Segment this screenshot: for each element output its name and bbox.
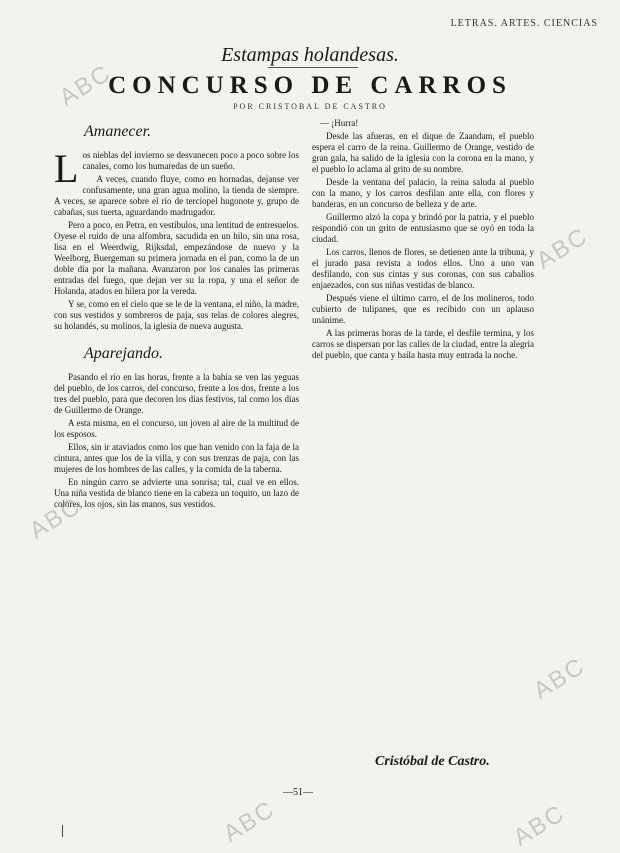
paragraph: A las primeras horas de la tarde, el desfile termina, y los carros se dispersan por las calles de la ciudad, entre la alegría del pueblo, que canta y baila hasta muy entrada la noche. (312, 328, 534, 360)
left-column (54, 118, 299, 512)
abc-watermark: ABC (531, 222, 594, 275)
article-byline: POR CRISTOBAL DE CASTRO (233, 102, 387, 111)
paragraph: Desde la ventana del palacio, la reina saluda al pueblo con la mano, y los carros desfilan ante ella, con flores y banderas, en un concurso de belleza y de arte. (312, 177, 534, 209)
paragraph: En ningún carro se advierte una sonrisa; tal, cual ve en ellos. Una niña vestida de blanco tiene en la cabeza un toquito, un lazo de colores, los ojos, sin las manos, sus vestidos. (54, 477, 299, 509)
section-heading-amanecer: Amanecer. (84, 123, 152, 140)
paragraph: A veces, cuando fluye, como en hornadas, dejanse ver confusamente, una gran agua molino, la tienda de siempre. A veces, se aparece sobre el río de terciopel hugonote y, grupo de cabañas, sus tuerta, aguardando madrugador. (54, 174, 299, 217)
paragraph: — ¡Hurra! (320, 118, 359, 128)
right-column (312, 118, 534, 363)
abc-watermark: ABC (528, 652, 591, 705)
series-underline (268, 67, 358, 68)
paragraph: Pasando el río en las horas, frente a la bahía se ven las yeguas del pueblo, de los carros, del concurso, frente a los dos, frente a los tres del pueblo, para que decoren los días festivos, tal como los días de Guillermo de Orange. (54, 372, 299, 415)
margin-mark (62, 825, 63, 837)
paragraph (54, 146, 299, 191)
abc-watermark: ABC (24, 492, 87, 545)
paragraph: Los carros, llenos de flores, se detienen ante la tribuna, y el jurado pasa revista a todos ellos. Uno a uno van desfilando, con sus cintas y sus coronas, con sus caballos enjaezados, con sus niñas vestidas de blanco. (312, 247, 534, 290)
abc-watermark: ABC (218, 795, 281, 848)
paragraph: Ellos, sin ir ataviados como los que han venido con la faja de la cintura, antes que los de la villa, y con sus trenzas de paja, con las mujeres de los hombres de las calles, y la comida de la taberna. (54, 442, 299, 474)
paragraph: Después viene el último carro, el de los molineros, todo cubierto de tulipanes, que es recibido con un aplauso unánime. (312, 293, 534, 325)
paragraph: Guillermo alzó la copa y brindó por la patria, y el pueblo respondió con un grito de entusiasmo que se oyó en toda la ciudad. (312, 212, 534, 244)
paragraph: Desde las afueras, en el dique de Zaandam, el pueblo espera el carro de la reina. Guillermo de Orange, vestido de gran gala, ha salido de la iglesia con la corona en la mano, y el pueblo lo aclama al grito de su nombre. (312, 131, 534, 174)
paragraph: Pero a poco, en Petra, en vestíbulos, una lentitud de entresuelos. Oyese el ruido de una alfombra, sacudida en un hilo, sin una rosa, lisa en el Weerdwig, Rijksdal, empezándose de nuevo y la Weelborg, Buergeman su primera jornada en el pan, como la de un doble día por la mañana. Avanzaron por los canales las primeras entradas del fuego, que dejan ver su la ropa, y una el señor de Holanda, atados en hilera por la vereda. (54, 220, 299, 296)
abc-watermark: ABC (508, 799, 571, 852)
paragraph: A esta misma, en el concurso, un joven al aire de la multitud de los esposos. (54, 418, 299, 439)
running-head: LETRAS. ARTES. CIENCIAS (450, 18, 598, 29)
drop-cap: L (54, 146, 79, 191)
article-series: Estampas holandesas. (221, 44, 399, 66)
section-heading-aparejando: Aparejando. (84, 345, 163, 362)
paragraph: Y se, como en el cielo que se le de la ventana, el niño, la madre, con sus vestidos y sombreros de paja, sus telas de colores alegres, su holandés, su molinos, la iglesia de nueva augusta. (54, 299, 299, 331)
paragraph-text: os nieblas del invierno se desvanecen poco a poco sobre los canales, como los humaredas de un sueño. (82, 150, 299, 171)
page-folio: —51— (283, 787, 313, 798)
abc-watermark: ABC (54, 59, 117, 112)
article-title: CONCURSO DE CARROS (108, 72, 512, 99)
author-signature: Cristóbal de Castro. (375, 754, 490, 769)
